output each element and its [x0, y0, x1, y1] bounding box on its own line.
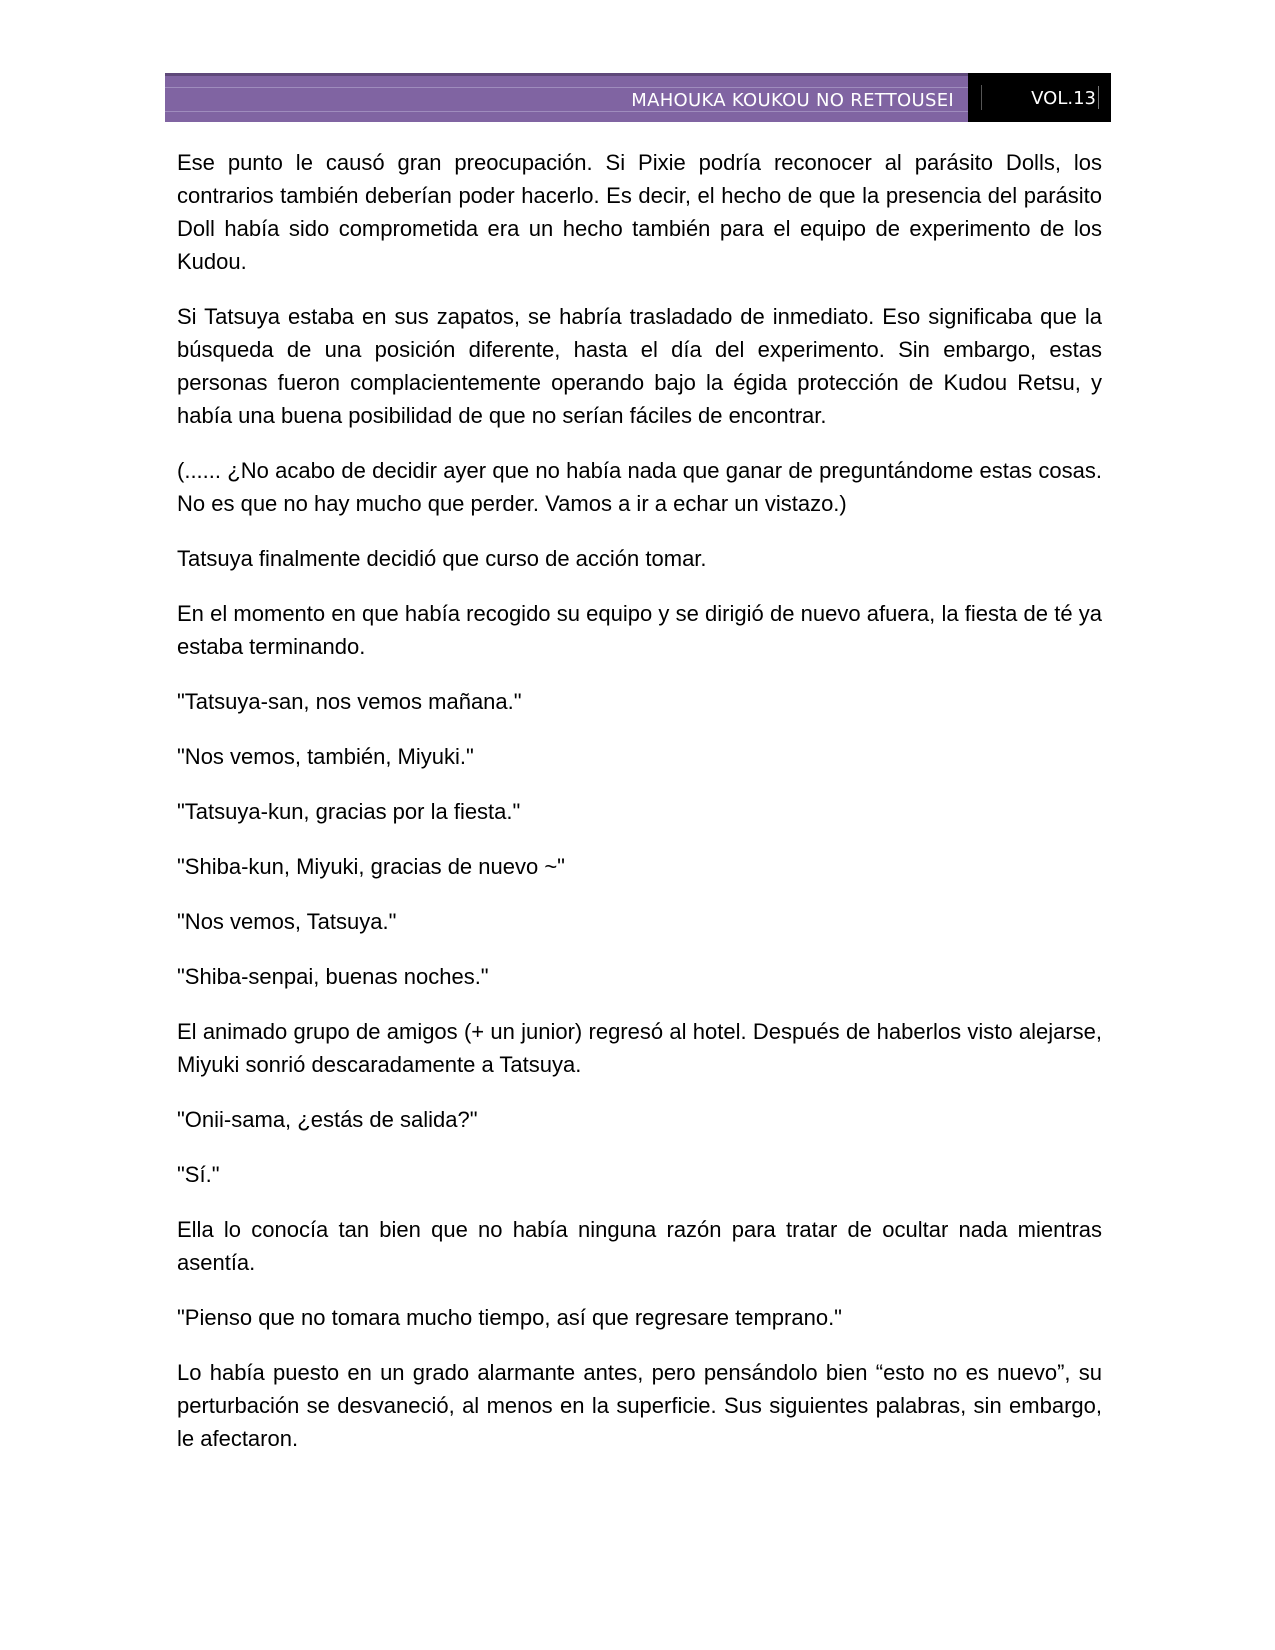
dialogue-line: "Nos vemos, Tatsuya." — [177, 909, 397, 934]
paragraph: Ella lo conocía tan bien que no había ninguna razón para tratar de ocultar nada mientras asentía. — [177, 1217, 1102, 1275]
dialogue-line: "Onii-sama, ¿estás de salida?" — [177, 1107, 478, 1132]
dialogue-line: "Pienso que no tomara mucho tiempo, así que regresare temprano." — [177, 1305, 842, 1330]
paragraph: En el momento en que había recogido su equipo y se dirigió de nuevo afuera, la fiesta de té ya estaba terminando. — [177, 601, 1102, 659]
paragraph: (...... ¿No acabo de decidir ayer que no había nada que ganar de preguntándome estas cosas. No es que no hay mucho que perder. Vamos a ir a echar un vistazo.) — [177, 458, 1102, 516]
paragraph: Tatsuya finalmente decidió que curso de acción tomar. — [177, 546, 707, 571]
paragraph: Lo había puesto en un grado alarmante antes, pero pensándolo bien “esto no es nuevo”, su perturbación se desvaneció, al menos en la superficie. Sus siguientes palabras, sin embargo, le afectaron. — [177, 1360, 1102, 1451]
dialogue-line: "Shiba-kun, Miyuki, gracias de nuevo ~" — [177, 854, 565, 879]
dialogue-line: "Tatsuya-kun, gracias por la fiesta." — [177, 799, 521, 824]
series-title: MAHOUKA KOUKOU NO RETTOUSEI — [631, 89, 954, 111]
paragraph: El animado grupo de amigos (+ un junior) regresó al hotel. Después de haberlos visto alejarse, Miyuki sonrió descaradamente a Tatsuya. — [177, 1019, 1102, 1077]
header-series-bar — [165, 73, 968, 122]
paragraph: Si Tatsuya estaba en sus zapatos, se habría trasladado de inmediato. Eso significaba que la búsqueda de una posición diferente, hasta el día del experimento. Sin embargo, estas personas fueron complacientemente operando bajo la égida protección de Kudou Retsu, y había una buena posibilidad de que no serían fáciles de encontrar. — [177, 304, 1102, 428]
header-volume-box — [968, 73, 1111, 122]
dialogue-line: "Nos vemos, también, Miyuki." — [177, 744, 474, 769]
paragraph: Ese punto le causó gran preocupación. Si Pixie podría reconocer al parásito Dolls, los contrarios también deberían poder hacerlo. Es decir, el hecho de que la presencia del parásito Doll había sido comprometida era un hecho también para el equipo de experimento de los Kudou. — [177, 150, 1102, 274]
dialogue-line: "Sí." — [177, 1162, 220, 1187]
page-body — [177, 146, 1102, 1477]
dialogue-line: "Shiba-senpai, buenas noches." — [177, 964, 489, 989]
volume-label: VOL.13 — [1031, 86, 1099, 109]
dialogue-line: "Tatsuya-san, nos vemos mañana." — [177, 689, 522, 714]
page-header — [165, 73, 1111, 122]
